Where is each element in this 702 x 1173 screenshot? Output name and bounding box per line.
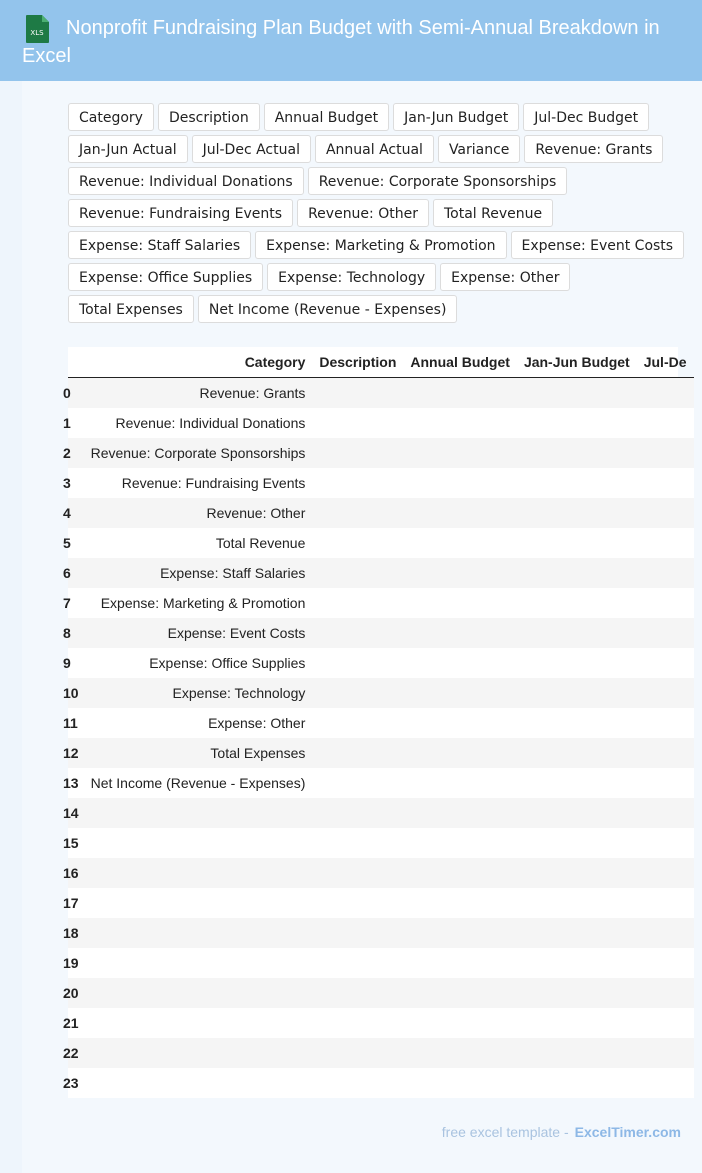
empty-cell (517, 708, 637, 738)
category-cell: Revenue: Individual Donations (84, 408, 313, 438)
empty-cell (312, 918, 403, 948)
row-index (63, 738, 84, 768)
empty-cell (637, 708, 694, 738)
empty-cell (403, 558, 517, 588)
empty-cell (637, 888, 694, 918)
empty-cell (637, 558, 694, 588)
column-chip[interactable]: Category (68, 103, 154, 131)
category-cell: Revenue: Fundraising Events (84, 468, 313, 498)
row-index-label: 17 (63, 895, 79, 911)
empty-cell (312, 438, 403, 468)
row-index (63, 1038, 84, 1068)
category-cell (84, 1068, 313, 1098)
row-index-label: 19 (63, 955, 79, 971)
column-chip[interactable]: Jul-Dec Actual (192, 135, 311, 163)
header-bar (0, 0, 702, 81)
empty-cell (517, 468, 637, 498)
empty-cell (517, 768, 637, 798)
empty-cell (403, 648, 517, 678)
column-header[interactable]: Category (84, 347, 313, 378)
empty-cell (403, 798, 517, 828)
column-chip[interactable]: Total Revenue (433, 199, 553, 227)
row-index-label: 3 (63, 475, 71, 491)
row-index-label: 0 (63, 385, 71, 401)
row-index (63, 888, 84, 918)
row-index-label: 4 (63, 505, 71, 521)
table-row[interactable] (68, 918, 694, 948)
row-index (63, 558, 84, 588)
table-row[interactable] (68, 858, 694, 888)
empty-cell (517, 1008, 637, 1038)
table-row[interactable] (68, 798, 694, 828)
budget-table (63, 347, 694, 1098)
empty-cell (312, 408, 403, 438)
row-index-label: 7 (63, 595, 71, 611)
row-index (63, 498, 84, 528)
row-index (63, 1008, 84, 1038)
empty-cell (637, 618, 694, 648)
empty-cell (403, 828, 517, 858)
empty-cell (312, 978, 403, 1008)
empty-cell (517, 948, 637, 978)
empty-cell (312, 1008, 403, 1038)
empty-cell (312, 888, 403, 918)
row-index (63, 948, 84, 978)
column-header[interactable]: Annual Budget (403, 347, 517, 378)
empty-cell (517, 1068, 637, 1098)
column-chip[interactable]: Jan-Jun Budget (393, 103, 519, 131)
row-index (63, 918, 84, 948)
table-row[interactable] (68, 978, 694, 1008)
category-cell (84, 1038, 313, 1068)
row-index-label: 10 (63, 685, 79, 701)
category-cell (84, 798, 313, 828)
empty-cell (312, 738, 403, 768)
empty-cell (403, 1068, 517, 1098)
row-index-label: 2 (63, 445, 71, 461)
column-chip[interactable]: Expense: Event Costs (511, 231, 685, 259)
column-chip[interactable]: Variance (438, 135, 520, 163)
empty-cell (403, 498, 517, 528)
category-cell: Revenue: Grants (84, 378, 313, 409)
column-chip[interactable]: Net Income (Revenue - Expenses) (198, 295, 458, 323)
row-index (63, 588, 84, 618)
empty-cell (312, 558, 403, 588)
empty-cell (312, 588, 403, 618)
table-row[interactable] (68, 468, 694, 498)
category-cell (84, 828, 313, 858)
category-cell: Expense: Office Supplies (84, 648, 313, 678)
table-header-row (68, 347, 694, 378)
column-chip[interactable]: Annual Budget (264, 103, 389, 131)
empty-cell (403, 618, 517, 648)
empty-cell (517, 648, 637, 678)
row-index-label: 13 (63, 775, 79, 791)
empty-cell (637, 768, 694, 798)
empty-cell (637, 918, 694, 948)
empty-cell (637, 648, 694, 678)
empty-cell (403, 948, 517, 978)
empty-cell (517, 408, 637, 438)
row-index (63, 708, 84, 738)
empty-cell (312, 768, 403, 798)
empty-cell (637, 408, 694, 438)
row-index (63, 618, 84, 648)
column-chip[interactable]: Annual Actual (315, 135, 434, 163)
row-index-label: 22 (63, 1045, 79, 1061)
empty-cell (312, 618, 403, 648)
empty-cell (517, 618, 637, 648)
category-cell: Total Expenses (84, 738, 313, 768)
row-index-label: 15 (63, 835, 79, 851)
empty-cell (312, 468, 403, 498)
row-index (63, 828, 84, 858)
empty-cell (312, 798, 403, 828)
column-chip[interactable]: Jul-Dec Budget (523, 103, 649, 131)
empty-cell (312, 858, 403, 888)
empty-cell (637, 1008, 694, 1038)
data-table-container[interactable] (63, 347, 687, 1097)
empty-cell (312, 708, 403, 738)
empty-cell (517, 1038, 637, 1068)
empty-cell (637, 378, 694, 409)
table-row[interactable] (68, 948, 694, 978)
row-index-label: 16 (63, 865, 79, 881)
category-cell: Expense: Event Costs (84, 618, 313, 648)
category-cell: Expense: Technology (84, 678, 313, 708)
empty-cell (517, 588, 637, 618)
table-row[interactable] (68, 618, 694, 648)
table-row[interactable] (68, 888, 694, 918)
empty-cell (637, 1068, 694, 1098)
empty-cell (403, 408, 517, 438)
row-index-label: 9 (63, 655, 71, 671)
table-row[interactable] (68, 528, 694, 558)
column-chip[interactable]: Description (158, 103, 260, 131)
row-index-label: 12 (63, 745, 79, 761)
row-index-label: 23 (63, 1075, 79, 1091)
category-cell (84, 978, 313, 1008)
empty-cell (403, 378, 517, 409)
empty-cell (312, 528, 403, 558)
empty-cell (637, 738, 694, 768)
empty-cell (403, 738, 517, 768)
column-chip[interactable]: Expense: Other (440, 263, 570, 291)
empty-cell (403, 708, 517, 738)
column-header[interactable]: Description (312, 347, 403, 378)
empty-cell (403, 888, 517, 918)
empty-cell (403, 588, 517, 618)
row-index-label: 6 (63, 565, 71, 581)
empty-cell (312, 648, 403, 678)
empty-cell (517, 798, 637, 828)
row-index (63, 528, 84, 558)
table-row[interactable] (68, 498, 694, 528)
table-row[interactable] (68, 708, 694, 738)
row-index (63, 798, 84, 828)
empty-cell (403, 918, 517, 948)
column-header[interactable]: Jan-Jun Budget (517, 347, 637, 378)
empty-cell (637, 498, 694, 528)
empty-cell (517, 528, 637, 558)
empty-cell (517, 858, 637, 888)
row-index (63, 678, 84, 708)
column-chip[interactable]: Revenue: Individual Donations (68, 167, 304, 195)
category-cell (84, 888, 313, 918)
empty-cell (637, 438, 694, 468)
row-index-label: 8 (63, 625, 71, 641)
footer-text: free excel template - (441, 1124, 569, 1140)
empty-cell (312, 498, 403, 528)
table-row[interactable] (68, 768, 694, 798)
empty-cell (517, 888, 637, 918)
column-chip[interactable]: Revenue: Corporate Sponsorships (308, 167, 568, 195)
empty-cell (403, 978, 517, 1008)
row-index (63, 1068, 84, 1098)
empty-cell (637, 828, 694, 858)
category-cell: Expense: Other (84, 708, 313, 738)
row-index-label: 21 (63, 1015, 79, 1031)
row-index-label: 14 (63, 805, 79, 821)
empty-cell (517, 378, 637, 409)
table-row[interactable] (68, 648, 694, 678)
column-chip[interactable]: Total Expenses (68, 295, 194, 323)
icon-label: XLS (30, 29, 44, 37)
empty-cell (403, 468, 517, 498)
column-chip[interactable]: Revenue: Grants (524, 135, 663, 163)
row-index (63, 978, 84, 1008)
table-row[interactable] (68, 738, 694, 768)
column-chip[interactable]: Revenue: Other (297, 199, 429, 227)
empty-cell (403, 858, 517, 888)
column-header[interactable]: Jul-De (637, 347, 694, 378)
empty-cell (637, 858, 694, 888)
empty-cell (637, 948, 694, 978)
table-row[interactable] (68, 558, 694, 588)
page-title: Nonprofit Fundraising Plan Budget with Semi-Annual Breakdown in Excel (22, 17, 660, 67)
empty-cell (403, 1038, 517, 1068)
empty-cell (637, 678, 694, 708)
row-index-label: 5 (63, 535, 71, 551)
category-cell: Revenue: Other (84, 498, 313, 528)
row-index-label: 1 (63, 415, 71, 431)
category-cell (84, 948, 313, 978)
empty-cell (312, 1038, 403, 1068)
column-chip-list (68, 103, 688, 323)
category-cell: Expense: Marketing & Promotion (84, 588, 313, 618)
empty-cell (312, 1068, 403, 1098)
empty-cell (403, 768, 517, 798)
index-header[interactable] (68, 347, 84, 378)
row-index (63, 408, 84, 438)
category-cell (84, 1008, 313, 1038)
table-row[interactable] (68, 828, 694, 858)
category-cell (84, 918, 313, 948)
row-index (63, 468, 84, 498)
footer-credit (442, 1124, 681, 1140)
row-index (63, 858, 84, 888)
row-index-label: 11 (63, 715, 78, 731)
empty-cell (517, 558, 637, 588)
empty-cell (312, 948, 403, 978)
empty-cell (403, 438, 517, 468)
table-row[interactable] (68, 1008, 694, 1038)
row-index (63, 378, 84, 409)
empty-cell (517, 438, 637, 468)
empty-cell (312, 678, 403, 708)
empty-cell (312, 828, 403, 858)
column-chip[interactable]: Expense: Marketing & Promotion (255, 231, 506, 259)
column-chip[interactable]: Expense: Technology (267, 263, 436, 291)
empty-cell (517, 918, 637, 948)
row-index (63, 438, 84, 468)
empty-cell (403, 678, 517, 708)
table-row[interactable] (68, 678, 694, 708)
table-row[interactable] (68, 378, 694, 409)
empty-cell (517, 828, 637, 858)
table-row[interactable] (68, 438, 694, 468)
category-cell: Total Revenue (84, 528, 313, 558)
empty-cell (517, 678, 637, 708)
column-chip[interactable]: Revenue: Fundraising Events (68, 199, 293, 227)
table-row[interactable] (68, 1068, 694, 1098)
category-cell: Net Income (Revenue - Expenses) (84, 768, 313, 798)
category-cell (84, 858, 313, 888)
empty-cell (403, 1008, 517, 1038)
empty-cell (517, 738, 637, 768)
empty-cell (637, 528, 694, 558)
empty-cell (517, 978, 637, 1008)
row-index-label: 20 (63, 985, 79, 1001)
row-index-label: 18 (63, 925, 79, 941)
empty-cell (312, 378, 403, 409)
footer-brand-link[interactable]: ExcelTimer.com (574, 1124, 681, 1140)
category-cell: Revenue: Corporate Sponsorships (84, 438, 313, 468)
category-cell: Expense: Staff Salaries (84, 558, 313, 588)
row-index (63, 648, 84, 678)
empty-cell (403, 528, 517, 558)
empty-cell (637, 978, 694, 1008)
empty-cell (637, 588, 694, 618)
column-chip[interactable]: Expense: Office Supplies (68, 263, 263, 291)
empty-cell (637, 798, 694, 828)
empty-cell (517, 498, 637, 528)
table-row[interactable] (68, 1038, 694, 1068)
empty-cell (637, 1038, 694, 1068)
row-index (63, 768, 84, 798)
table-row[interactable] (68, 588, 694, 618)
column-chip[interactable]: Expense: Staff Salaries (68, 231, 251, 259)
column-chip[interactable]: Jan-Jun Actual (68, 135, 188, 163)
table-row[interactable] (68, 408, 694, 438)
empty-cell (637, 468, 694, 498)
